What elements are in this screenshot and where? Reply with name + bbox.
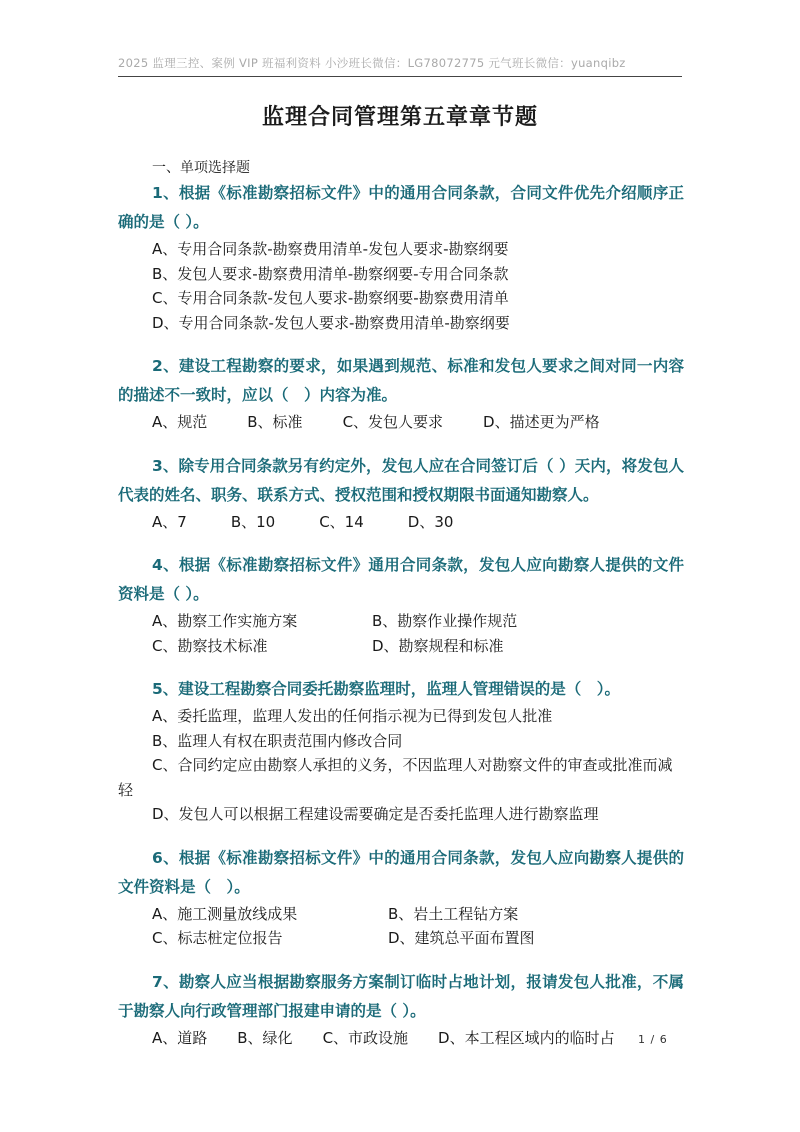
- option-a: A、规范: [152, 413, 208, 431]
- option-row: [118, 410, 684, 435]
- option-b: B、发包人要求-勘察费用清单-勘察纲要-专用合同条款: [152, 264, 509, 283]
- option-a: A、道路: [152, 1028, 208, 1047]
- question-stem: 6、根据《标准勘察招标文件》中的通用合同条款，发包人应向勘察人提供的文件资料是（ ）。: [118, 848, 684, 896]
- option-a: A、施工测量放线成果: [152, 904, 298, 923]
- option-c: C、14: [319, 512, 364, 531]
- question-list: [118, 157, 684, 1067]
- option-row: [118, 902, 684, 927]
- question-3: [118, 452, 684, 535]
- option-b: B、10: [230, 512, 276, 531]
- option-row: [118, 609, 684, 634]
- option-d: D、描述更为严格: [483, 413, 600, 431]
- question-stem: 4、根据《标准勘察招标文件》通用合同条款，发包人应向勘察人提供的文件资料是（ ）。: [118, 556, 684, 603]
- question-4: [118, 551, 684, 658]
- option-d: D、建筑总平面布置图: [388, 929, 535, 947]
- option-c: C、发包人要求: [342, 413, 444, 431]
- option-c: C、专用合同条款-发包人要求-勘察纲要-勘察费用清单: [152, 289, 509, 307]
- question-6: [118, 844, 684, 951]
- question-stem: 5、建设工程勘察合同委托勘察监理时，监理人管理错误的是（ ）。: [152, 680, 621, 698]
- option-c: C、合同约定应由勘察人承担的义务，不因监理人对勘察文件的审查或批准而减轻: [118, 756, 673, 799]
- question-5: [118, 675, 684, 827]
- question-stem: 3、除专用合同条款另有约定外，发包人应在合同签订后（ ）天内，将发包人代表的姓名、职务、联系方式、授权范围和授权期限书面通知勘察人。: [118, 456, 684, 504]
- option-b: B、标准: [247, 413, 303, 431]
- option-row: [118, 510, 684, 535]
- option-b: B、绿化: [237, 1028, 293, 1047]
- option-b: B、勘察作业操作规范: [372, 612, 518, 630]
- header-divider: [118, 76, 682, 77]
- question-7: [118, 968, 684, 1051]
- option-row: [118, 926, 684, 951]
- question-1: [118, 179, 684, 335]
- option-c: C、市政设施: [322, 1028, 409, 1047]
- option-b: B、监理人有权在职责范围内修改合同: [152, 731, 403, 750]
- question-2: [118, 352, 684, 435]
- option-a: A、专用合同条款-勘察费用清单-发包人要求-勘察纲要: [152, 240, 509, 258]
- option-c: C、标志桩定位报告: [152, 929, 283, 947]
- section-title: 一、单项选择题: [152, 160, 250, 176]
- question-stem: 2、建设工程勘察的要求，如果遇到规范、标准和发包人要求之间对同一内容的描述不一致时，应以（ ）内容为准。: [118, 357, 684, 404]
- option-d: D、30: [407, 512, 454, 531]
- page-number: 1 / 6: [638, 1033, 668, 1046]
- option-row: [118, 1026, 684, 1051]
- option-d: D、发包人可以根据工程建设需要确定是否委托监理人进行勘察监理: [152, 805, 599, 823]
- question-stem: 7、勘察人应当根据勘察服务方案制订临时占地计划，报请发包人批准，不属于勘察人向行政管理部门报建申请的是（ ）。: [118, 972, 684, 1020]
- option-c: C、勘察技术标准: [152, 636, 268, 655]
- page-title: 监理合同管理第五章章节题: [261, 105, 538, 130]
- option-d: D、专用合同条款-发包人要求-勘察费用清单-勘察纲要: [152, 313, 510, 332]
- option-d: D、本工程区域内的临时占: [438, 1028, 615, 1047]
- option-a: A、7: [152, 512, 187, 531]
- page-header: 2025 监理三控、案例 VIP 班福利资料 小沙班长微信：LG78072775 元气班长微信：yuanqibz: [118, 56, 626, 70]
- question-stem: 1、根据《标准勘察招标文件》中的通用合同条款，合同文件优先介绍顺序正确的是（ ）。: [118, 184, 684, 231]
- option-b: B、岩土工程钻方案: [388, 904, 519, 923]
- option-row: [118, 634, 684, 659]
- option-a: A、委托监理，监理人发出的任何指示视为已得到发包人批准: [152, 707, 553, 725]
- option-a: A、勘察工作实施方案: [152, 612, 298, 630]
- option-d: D、勘察规程和标准: [372, 636, 504, 655]
